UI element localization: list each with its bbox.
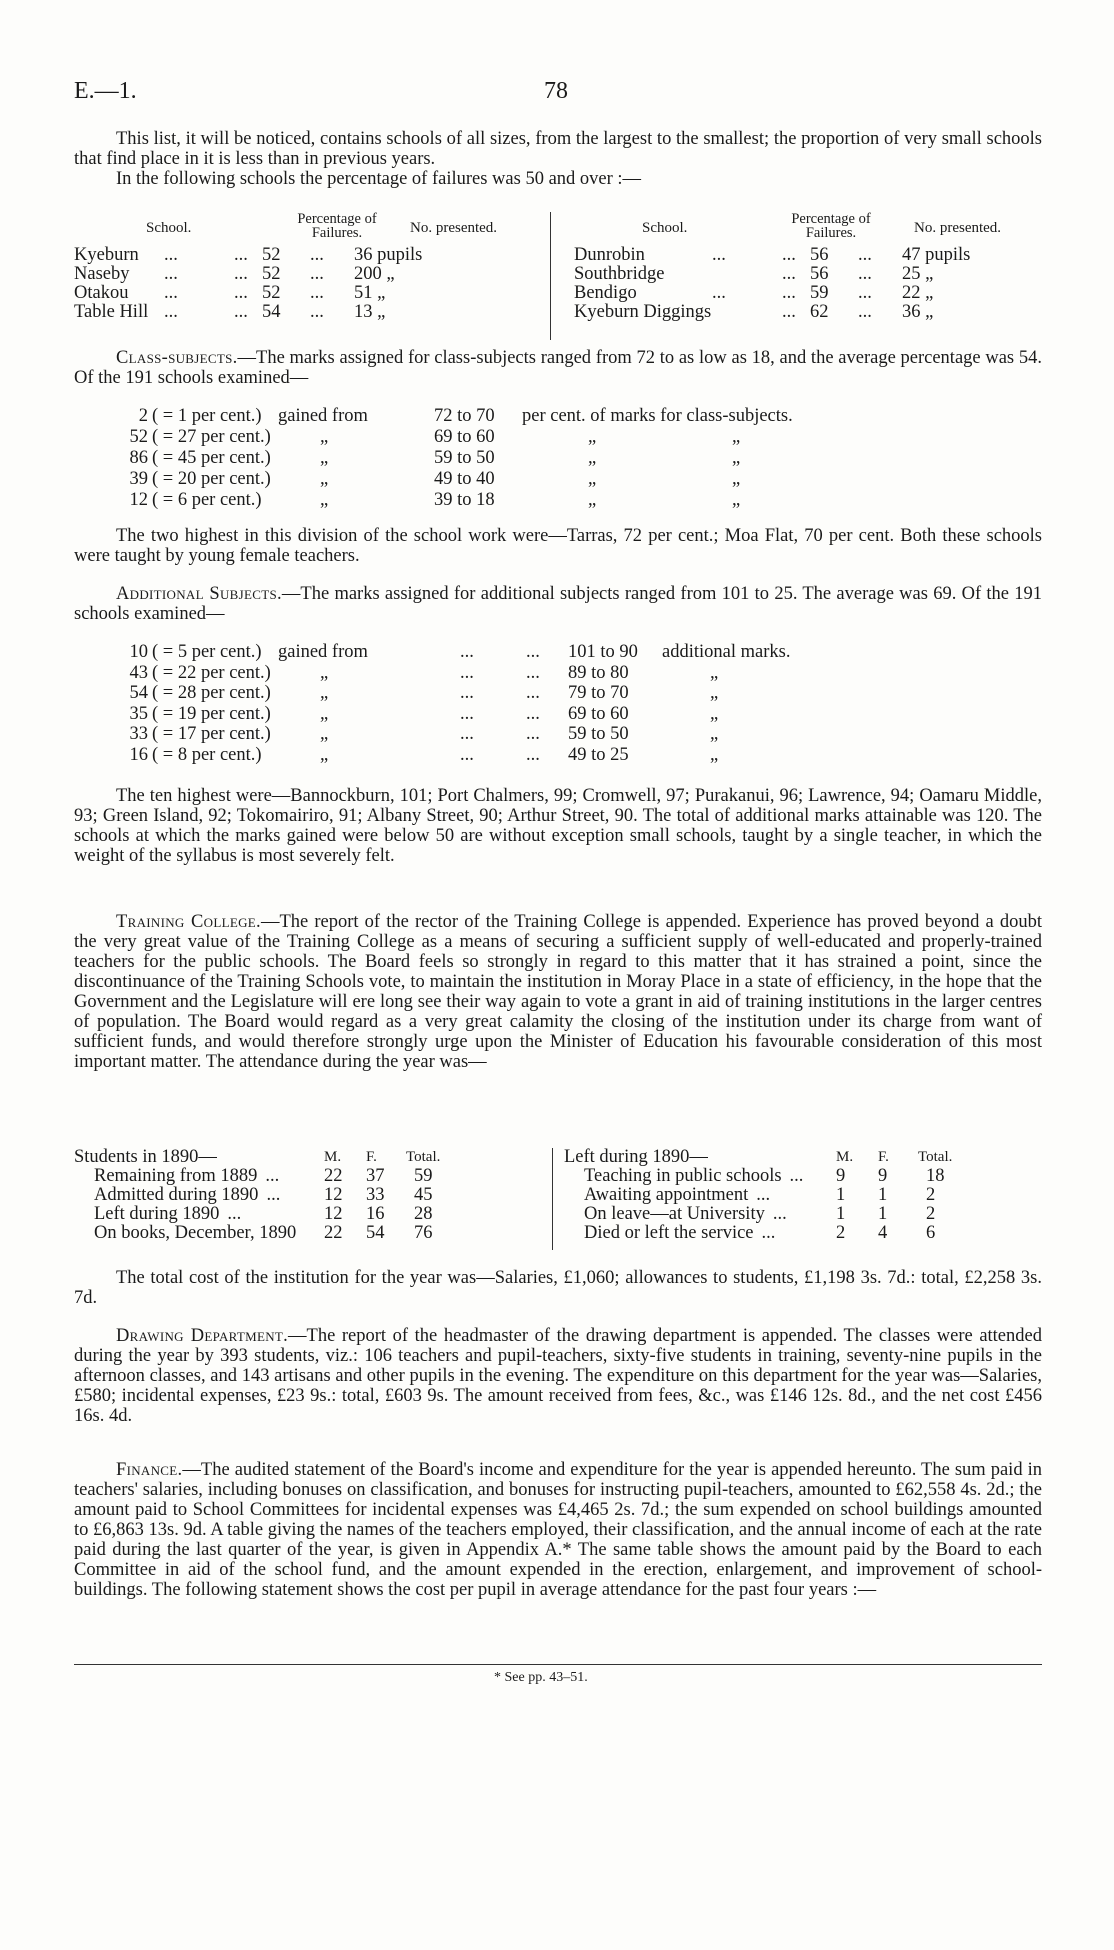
additional-subjects-row [74, 704, 790, 725]
intro-paragraph: This list, it will be noticed, contains schools of all sizes, from the largest to the smallest; the proportion of very small schools that find place in it is less than in previous years. [74, 129, 1042, 169]
column-divider [550, 212, 551, 340]
finance-paragraph [74, 1460, 1042, 1600]
school-count: 43 [129, 662, 148, 683]
school-count: 35 [129, 703, 148, 724]
attendance-label-text: Remaining from 1889 [94, 1166, 258, 1186]
dots: ... [712, 245, 726, 265]
number-presented: 51 „ [354, 283, 386, 303]
additional-subjects-row [74, 663, 790, 684]
dots: ... [526, 642, 540, 662]
mark-range: 72 to 70 [434, 406, 495, 426]
failure-row [74, 246, 422, 265]
dots: ... [460, 703, 474, 724]
total-count: 2 [926, 1185, 936, 1205]
dots: ... [782, 283, 796, 303]
label: „ [320, 469, 329, 489]
mark-range: 79 to 70 [568, 683, 629, 703]
dots: ... [526, 703, 540, 724]
dots: ... [789, 1166, 804, 1186]
ditto: „ [732, 427, 741, 447]
attendance-row [74, 1167, 460, 1186]
class-subjects-row [74, 469, 793, 490]
class-subjects-paragraph [74, 348, 1042, 388]
suffix: „ [710, 703, 719, 724]
female-count: 1 [878, 1185, 888, 1205]
suffix [522, 469, 793, 490]
mark-range: 89 to 80 [568, 662, 629, 683]
attendance-label [564, 1224, 836, 1243]
percentage: ( = 19 per cent.) [152, 703, 271, 724]
class-subjects-after-section [74, 526, 1042, 566]
number-presented: 36 „ [902, 302, 934, 322]
school-count: 54 [129, 683, 148, 703]
failure-percentage: 56 [810, 264, 829, 284]
class-subjects-row [74, 427, 793, 448]
number-presented: 13 „ [354, 302, 386, 322]
school-count: 52 [129, 427, 148, 447]
attendance-divider [552, 1148, 553, 1250]
finance-heading: Finance. [116, 1460, 183, 1480]
school-count: 33 [129, 724, 148, 744]
label: „ [320, 662, 329, 683]
number-presented: 22 „ [902, 283, 934, 303]
suffix [522, 490, 793, 511]
dots: ... [164, 283, 178, 303]
attendance-right-table [564, 1148, 972, 1243]
attendance-label [74, 1167, 324, 1186]
additional-subjects-heading: Additional Subjects. [116, 584, 282, 604]
ditto: „ [732, 448, 741, 468]
failure-percentage: 62 [810, 302, 829, 322]
percentage: ( = 6 per cent.) [152, 490, 262, 510]
total-count: 2 [926, 1204, 936, 1224]
class-subjects-row [74, 448, 793, 469]
dots: ... [782, 264, 796, 284]
dots: ... [234, 302, 248, 322]
header-percentage-left: Percentage of Failures. [297, 211, 377, 241]
suffix: „ [710, 683, 719, 703]
dots: ... [266, 1185, 281, 1205]
failure-row [74, 265, 422, 284]
attendance-label [564, 1205, 836, 1224]
dots: ... [310, 302, 324, 322]
attendance-row [564, 1167, 972, 1186]
label: gained from [278, 642, 368, 662]
attendance-row [564, 1205, 972, 1224]
total-count: 45 [414, 1185, 433, 1205]
attendance-label-text: Admitted during 1890 [94, 1185, 259, 1205]
percentage: ( = 17 per cent.) [152, 724, 271, 744]
school-count: 12 [129, 490, 148, 510]
school-name: Kyeburn [74, 245, 139, 265]
school-name: Naseby [74, 264, 130, 284]
dots: ... [234, 245, 248, 265]
attendance-title: Left during 1890— [564, 1147, 708, 1167]
class-subjects-row [74, 490, 793, 511]
male-count: 22 [324, 1223, 343, 1243]
additional-subjects-after: The ten highest were—Bannockburn, 101; Port Chalmers, 99; Cromwell, 97; Purakanui, 96; Lawrence, 94; Oamaru Middle, 93; Green Island, 92; Tokomairiro, 91; Albany Street, 90; Arthur Street, 90. The total of additional marks attainable was 120. The schools at which the marks gained were below 50 are without exception small schools, taught by a single teacher, in which the weight of the syllabus is most severely felt. [74, 786, 1042, 866]
dots: ... [164, 245, 178, 265]
dots: ... [164, 302, 178, 322]
dots: ... [526, 744, 540, 765]
failure-percentage: 56 [810, 245, 829, 265]
male-count: 2 [836, 1223, 846, 1243]
dots: ... [310, 245, 324, 265]
total-count: 76 [414, 1223, 433, 1243]
ditto: „ [588, 490, 597, 510]
suffix: „ [710, 724, 719, 744]
mark-range: 69 to 60 [434, 427, 495, 447]
female-count: 33 [366, 1185, 385, 1205]
failure-percentage: 52 [262, 283, 281, 303]
dots: ... [526, 724, 540, 744]
school-name: Southbridge [574, 264, 665, 284]
female-count: 16 [366, 1204, 385, 1224]
female-count: 37 [366, 1166, 385, 1186]
female-count: 1 [878, 1204, 888, 1224]
drawing-department-heading: Drawing Department. [116, 1326, 289, 1346]
col-total: Total. [406, 1149, 441, 1165]
male-count: 22 [324, 1166, 343, 1186]
label: „ [320, 427, 329, 447]
label: „ [320, 703, 329, 724]
percentage: ( = 22 per cent.) [152, 662, 271, 683]
dots: ... [712, 283, 726, 303]
attendance-label-text: On books, December, 1890 [94, 1223, 297, 1243]
suffix [522, 448, 793, 469]
additional-subjects-table [74, 642, 790, 765]
failure-row [574, 246, 970, 265]
percentage: ( = 45 per cent.) [152, 448, 271, 468]
male-count: 12 [324, 1185, 343, 1205]
dots: ... [460, 642, 474, 662]
attendance-header-row [74, 1148, 460, 1167]
label: „ [320, 490, 329, 510]
failures-table [74, 212, 1042, 342]
attendance-header-row [564, 1148, 972, 1167]
header-percentage-right: Percentage of Failures. [791, 211, 871, 241]
training-college-paragraph [74, 912, 1042, 1072]
school-name: Table Hill [74, 302, 149, 322]
suffix: additional marks. [662, 642, 791, 662]
ditto: „ [588, 427, 597, 447]
col-m: M. [836, 1149, 854, 1165]
attendance-label [564, 1167, 836, 1186]
dots: ... [858, 245, 872, 265]
percentage: ( = 1 per cent.) [152, 406, 262, 426]
additional-subjects-after-section [74, 786, 1042, 866]
col-f: F. [878, 1149, 889, 1165]
header-school-left: School. [146, 220, 192, 236]
attendance-label [74, 1224, 324, 1243]
header-school-right: School. [642, 220, 688, 236]
school-count: 10 [129, 642, 148, 662]
label: „ [320, 448, 329, 468]
dots: ... [234, 264, 248, 284]
drawing-department-text: —The report of the headmaster of the drawing department is appended. The classes were attended during the year by 393 students, viz.: 106 teachers and pupil-teachers, sixty-five students in training, seventy-nine pupils in the afternoon classes, and 143 artisans and other pupils in the evening. The expenditure on this department for the year was—Salaries, £580; incidental expenses, £23 9s.: total, £603 9s. The amount received from fees, &c., was £146 12s. 8d., and the net cost £456 16s. 4d. [74, 1326, 1042, 1426]
failure-row [574, 284, 970, 303]
failure-percentage: 59 [810, 283, 829, 303]
attendance-label [564, 1186, 836, 1205]
class-subjects-text: —The marks assigned for class-subjects ranged from 72 to as low as 18, and the average percentage was 54. Of the 191 schools examined— [74, 348, 1042, 388]
additional-subjects-paragraph [74, 584, 1042, 624]
male-count: 9 [836, 1166, 846, 1186]
additional-subjects-text: —The marks assigned for additional subjects ranged from 101 to 25. The average was 69. Of the 191 schools examined— [74, 584, 1042, 624]
ditto: „ [588, 448, 597, 468]
dots [296, 1223, 304, 1243]
class-subjects-table [74, 406, 793, 511]
percentage: ( = 8 per cent.) [152, 744, 262, 765]
ditto: „ [732, 490, 741, 510]
page-number: 78 [544, 78, 568, 104]
mark-range: 101 to 90 [568, 642, 638, 662]
suffix [522, 427, 793, 448]
female-count: 4 [878, 1223, 888, 1243]
attendance-row [74, 1205, 460, 1224]
school-count: 2 [138, 406, 148, 426]
failure-row [74, 284, 422, 303]
attendance-label-text: On leave—at University [584, 1204, 765, 1224]
attendance-row [564, 1186, 972, 1205]
school-count: 39 [129, 469, 148, 489]
school-count: 16 [129, 744, 148, 765]
additional-subjects-row [74, 724, 790, 745]
additional-subjects-row [74, 642, 790, 663]
total-count: 59 [414, 1166, 433, 1186]
class-subjects-section [74, 348, 1042, 388]
dots: ... [782, 302, 796, 322]
training-college-cost: The total cost of the institution for the year was—Salaries, £1,060; allowances to students, £1,198 3s. 7d.: total, £2,258 3s. 7d. [74, 1268, 1042, 1308]
attendance-label [74, 1205, 324, 1224]
percentage: ( = 20 per cent.) [152, 469, 271, 489]
total-count: 18 [926, 1166, 945, 1186]
footnote-rule [74, 1664, 1042, 1665]
class-subjects-row [74, 406, 793, 427]
failure-row [74, 303, 422, 322]
percentage: ( = 28 per cent.) [152, 683, 271, 703]
dots [712, 265, 782, 284]
dots [712, 303, 782, 322]
dots: ... [265, 1166, 280, 1186]
failures-right-table [574, 246, 970, 322]
attendance-title: Students in 1890— [74, 1147, 217, 1167]
additional-subjects-row [74, 683, 790, 704]
class-subjects-heading: Class-subjects. [116, 348, 238, 368]
document-reference: E.—1. [74, 78, 137, 104]
mark-range: 59 to 50 [568, 724, 629, 744]
total-count: 28 [414, 1204, 433, 1224]
finance-section [74, 1460, 1042, 1600]
dots: ... [858, 283, 872, 303]
school-count: 86 [129, 448, 148, 468]
attendance-table [74, 1148, 1042, 1250]
attendance-row [74, 1186, 460, 1205]
failure-percentage: 52 [262, 245, 281, 265]
attendance-label [74, 1186, 324, 1205]
dots: ... [858, 302, 872, 322]
training-college-text: —The report of the rector of the Training College is appended. Experience has proved beyond a doubt the very great value of the Training College as a means of securing a sufficient supply of well-educated and properly-trained teachers for the public schools. The Board feels so strongly in regard to this matter that it has strained a point, since the discontinuance of the Training Schools vote, to maintain the institution in Moray Place in a state of efficiency, in the hope that the Government and the Legislature will ere long see their way again to vote a grant in aid of training institutions in the larger centres of population. The Board would regard as a very great calamity the closing of the institution under its charge from want of sufficient funds, and would therefore strongly urge upon the Minister of Education his favourable consideration of this most important matter. The attendance during the year was— [74, 912, 1042, 1072]
percentage: ( = 5 per cent.) [152, 642, 262, 662]
school-name: Dunrobin [574, 245, 645, 265]
ditto: „ [588, 469, 597, 489]
col-f: F. [366, 1149, 377, 1165]
attendance-row [564, 1224, 972, 1243]
dots: ... [526, 662, 540, 683]
mark-range: 49 to 25 [568, 744, 629, 765]
dots: ... [756, 1185, 771, 1205]
suffix: „ [710, 744, 719, 765]
dots: ... [460, 744, 474, 765]
failure-row [574, 303, 970, 322]
dots: ... [772, 1204, 787, 1224]
failure-percentage: 52 [262, 264, 281, 284]
training-cost-section [74, 1268, 1042, 1308]
col-total: Total. [918, 1149, 953, 1165]
school-name: Bendigo [574, 283, 637, 303]
dots: ... [234, 283, 248, 303]
female-count: 9 [878, 1166, 888, 1186]
dots: ... [782, 245, 796, 265]
training-college-heading: Training College. [116, 912, 261, 932]
dots: ... [526, 683, 540, 703]
label: „ [320, 683, 329, 703]
dots: ... [227, 1204, 242, 1224]
failures-intro: In the following schools the percentage of failures was 50 and over :— [116, 169, 642, 189]
header-presented-right: No. presented. [914, 220, 1002, 236]
additional-subjects-section [74, 584, 1042, 624]
school-name: Otakou [74, 283, 129, 303]
attendance-label-text: Teaching in public schools [584, 1166, 782, 1186]
attendance-left-table [74, 1148, 460, 1243]
male-count: 1 [836, 1204, 846, 1224]
number-presented: 200 „ [354, 264, 395, 284]
percentage: ( = 27 per cent.) [152, 427, 271, 447]
additional-subjects-row [74, 745, 790, 766]
failures-left-table [74, 246, 422, 322]
suffix: per cent. of marks for class-subjects. [522, 406, 793, 426]
training-college-section [74, 912, 1042, 1072]
attendance-label-text: Died or left the service [584, 1223, 754, 1243]
male-count: 12 [324, 1204, 343, 1224]
total-count: 6 [926, 1223, 936, 1243]
label: gained from [278, 406, 368, 426]
dots: ... [164, 264, 178, 284]
header-presented-left: No. presented. [410, 220, 498, 236]
drawing-department-paragraph [74, 1326, 1042, 1426]
mark-range: 49 to 40 [434, 469, 495, 489]
mark-range: 39 to 18 [434, 490, 495, 510]
attendance-label-text: Awaiting appointment [584, 1185, 749, 1205]
failure-row [574, 265, 970, 284]
female-count: 54 [366, 1223, 385, 1243]
drawing-department-section [74, 1326, 1042, 1426]
dots: ... [310, 264, 324, 284]
finance-text: —The audited statement of the Board's income and expenditure for the year is appended hereunto. The sum paid in teachers' salaries, including bonuses on classification, and bonuses for instructing pupil-teachers, amounted to £62,558 4s. 2d.; the amount paid to School Committees for incidental expenses was £4,465 2s. 7d.; the sum expended on school buildings amounted to £6,863 13s. 9d. A table giving the names of the teachers employed, their classification, and the annual income of each at the rate paid during the last quarter of the year, is given in Appendix A.* The same table shows the amount paid by the Board to each Committee in aid of the school fund, and the amount expended in the erection, enlargement, and improvement of school-buildings. The following statement shows the cost per pupil in average attendance for the past four years :— [74, 1460, 1042, 1600]
dots: ... [761, 1223, 776, 1243]
ditto: „ [732, 469, 741, 489]
male-count: 1 [836, 1185, 846, 1205]
label: „ [320, 724, 329, 744]
label: „ [320, 744, 329, 765]
suffix: „ [710, 662, 719, 683]
footnote: * See pp. 43–51. [494, 1670, 588, 1685]
class-subjects-after: The two highest in this division of the school work were—Tarras, 72 per cent.; Moa Flat, 70 per cent. Both these schools were taught by young female teachers. [74, 526, 1042, 566]
dots: ... [460, 683, 474, 703]
attendance-label-text: Left during 1890 [94, 1204, 220, 1224]
dots: ... [310, 283, 324, 303]
school-name: Kyeburn Diggings [574, 302, 712, 322]
number-presented: 36 pupils [354, 245, 423, 265]
intro-section [74, 129, 1042, 189]
dots: ... [460, 724, 474, 744]
col-m: M. [324, 1149, 342, 1165]
number-presented: 47 pupils [902, 245, 971, 265]
mark-range: 59 to 50 [434, 448, 495, 468]
number-presented: 25 „ [902, 264, 934, 284]
mark-range: 69 to 60 [568, 703, 629, 724]
dots: ... [858, 264, 872, 284]
failure-percentage: 54 [262, 302, 281, 322]
dots: ... [460, 662, 474, 683]
attendance-row [74, 1224, 460, 1243]
